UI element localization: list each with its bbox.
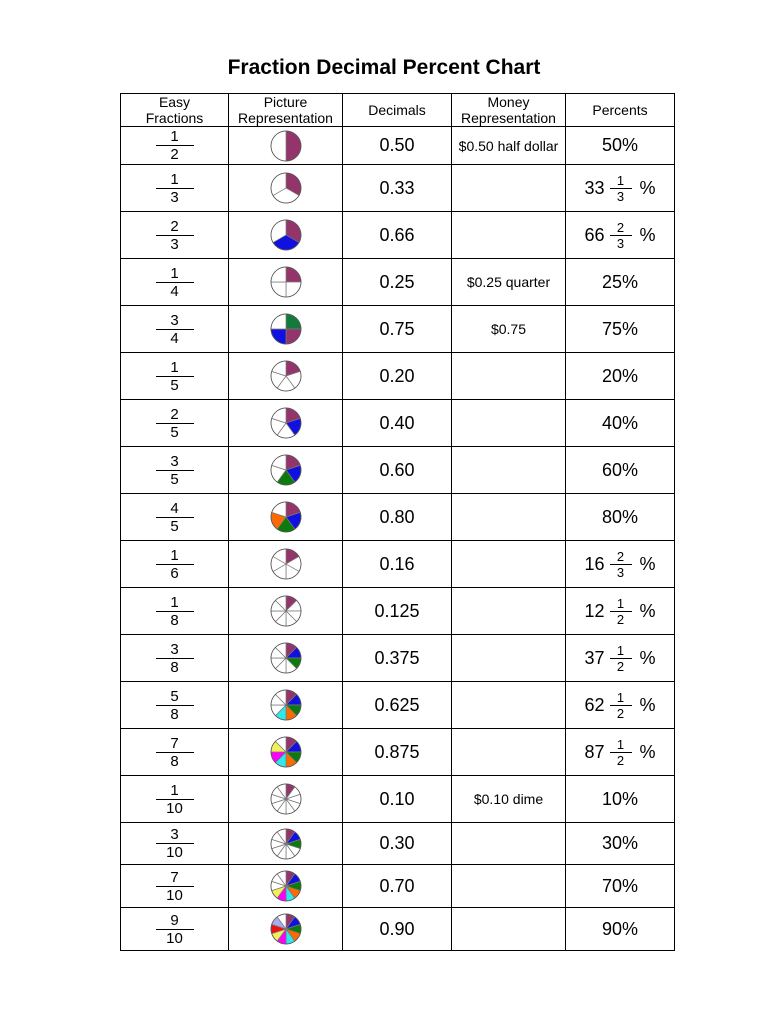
pie-icon (270, 130, 302, 162)
percent-fraction-numerator: 1 (610, 691, 632, 706)
percent-whole: 16 (584, 553, 605, 574)
fraction-cell (121, 353, 229, 400)
picture-cell (229, 541, 343, 588)
pie-icon (270, 828, 302, 860)
fraction-cell (121, 865, 229, 908)
fraction-cell (121, 776, 229, 823)
decimal-cell: 0.75 (343, 306, 452, 353)
percent-value: 60% (601, 459, 639, 480)
table-row (121, 823, 675, 865)
percent-cell (566, 541, 675, 588)
easy-fraction (156, 595, 194, 628)
picture-cell (229, 306, 343, 353)
percent-fraction (610, 597, 632, 626)
table-row (121, 682, 675, 729)
decimal-cell: 0.30 (343, 823, 452, 865)
fraction-cell (121, 729, 229, 776)
table-row (121, 165, 675, 212)
percent-value: 70% (601, 875, 639, 896)
fraction-cell (121, 588, 229, 635)
picture-cell (229, 127, 343, 165)
table-row (121, 494, 675, 541)
table-row (121, 400, 675, 447)
fraction-cell (121, 306, 229, 353)
fraction-denominator: 5 (170, 423, 179, 441)
fraction-denominator: 8 (170, 611, 179, 629)
table-row (121, 908, 675, 951)
percent-sign: % (639, 741, 656, 762)
pie-icon (270, 501, 302, 533)
table-row (121, 588, 675, 635)
money-cell (452, 682, 566, 729)
fraction-denominator: 8 (170, 752, 179, 770)
fraction-cell (121, 823, 229, 865)
header-fractions-line1: Easy (158, 94, 191, 110)
picture-cell (229, 494, 343, 541)
decimal-cell: 0.25 (343, 259, 452, 306)
percent-value: 40% (601, 412, 639, 433)
easy-fraction (156, 360, 194, 393)
picture-cell (229, 865, 343, 908)
pie-icon (270, 548, 302, 580)
table-row (121, 541, 675, 588)
fraction-numerator: 1 (156, 266, 194, 283)
decimal-cell: 0.125 (343, 588, 452, 635)
percent-cell (566, 776, 675, 823)
fraction-numerator: 3 (156, 642, 194, 659)
percent-fraction-denominator: 2 (616, 658, 625, 674)
percent-fraction-denominator: 2 (616, 611, 625, 627)
decimal-cell: 0.50 (343, 127, 452, 165)
pie-icon (270, 870, 302, 902)
fraction-numerator: 7 (156, 870, 194, 887)
decimal-cell: 0.90 (343, 908, 452, 951)
percent-fraction (610, 550, 632, 579)
money-cell (452, 541, 566, 588)
decimal-cell: 0.20 (343, 353, 452, 400)
percent-cell (566, 908, 675, 951)
percent-sign: % (639, 177, 656, 198)
money-cell: $0.75 (452, 306, 566, 353)
money-cell (452, 908, 566, 951)
page-title: Fraction Decimal Percent Chart (227, 56, 541, 79)
easy-fraction (156, 736, 194, 769)
fraction-numerator: 1 (156, 360, 194, 377)
easy-fraction (156, 219, 194, 252)
percent-cell (566, 682, 675, 729)
fraction-denominator: 8 (170, 658, 179, 676)
fraction-numerator: 3 (156, 454, 194, 471)
fraction-denominator: 5 (170, 376, 179, 394)
picture-cell (229, 635, 343, 682)
easy-fraction (156, 129, 194, 162)
easy-fraction (156, 870, 194, 903)
table-row (121, 259, 675, 306)
money-cell (452, 447, 566, 494)
picture-cell (229, 682, 343, 729)
percent-value: 80% (601, 506, 639, 527)
percent-cell (566, 823, 675, 865)
percent-cell (566, 165, 675, 212)
header-money-line2: Representation (461, 110, 556, 126)
money-cell: $0.50 half dollar (452, 127, 566, 165)
picture-cell (229, 212, 343, 259)
percent-value: 90% (601, 918, 639, 939)
pie-slice (286, 131, 301, 161)
percent-cell (566, 259, 675, 306)
percent-value: 20% (601, 365, 639, 386)
percent-cell (566, 212, 675, 259)
money-cell (452, 865, 566, 908)
fraction-cell (121, 682, 229, 729)
percent-sign: % (639, 224, 656, 245)
header-fractions-line2: Fractions (145, 110, 204, 126)
easy-fraction (156, 313, 194, 346)
table-row (121, 212, 675, 259)
fraction-denominator: 3 (170, 188, 179, 206)
percent-cell (566, 353, 675, 400)
percent-fraction-numerator: 2 (610, 550, 632, 565)
percent-fraction (610, 644, 632, 673)
picture-cell (229, 353, 343, 400)
percent-cell (566, 127, 675, 165)
pie-icon (270, 689, 302, 721)
fraction-numerator: 1 (156, 595, 194, 612)
fraction-numerator: 1 (156, 548, 194, 565)
fraction-numerator: 1 (156, 783, 194, 800)
pie-icon (270, 913, 302, 945)
money-cell: $0.10 dime (452, 776, 566, 823)
fraction-denominator: 5 (170, 517, 179, 535)
pie-icon (270, 783, 302, 815)
percent-value: 75% (601, 318, 639, 339)
header-row (121, 94, 675, 127)
fraction-cell (121, 165, 229, 212)
table-row (121, 865, 675, 908)
pie-icon (270, 642, 302, 674)
easy-fraction (156, 407, 194, 440)
easy-fraction (156, 689, 194, 722)
percent-whole: 12 (584, 600, 605, 621)
money-cell (452, 729, 566, 776)
fraction-denominator: 10 (166, 886, 183, 904)
fraction-denominator: 8 (170, 705, 179, 723)
fraction-cell (121, 447, 229, 494)
picture-cell (229, 588, 343, 635)
table-row (121, 127, 675, 165)
percent-fraction-numerator: 1 (610, 174, 632, 189)
percent-fraction-denominator: 3 (616, 564, 625, 580)
fraction-numerator: 3 (156, 827, 194, 844)
percent-cell (566, 494, 675, 541)
picture-cell (229, 908, 343, 951)
percent-cell (566, 635, 675, 682)
fraction-denominator: 6 (170, 564, 179, 582)
fraction-denominator: 4 (170, 282, 179, 300)
picture-cell (229, 729, 343, 776)
easy-fraction (156, 642, 194, 675)
fraction-chart-table (120, 93, 675, 951)
percent-fraction-denominator: 3 (616, 188, 625, 204)
pie-icon (270, 266, 302, 298)
percent-value: 25% (601, 271, 639, 292)
fraction-denominator: 4 (170, 329, 179, 347)
picture-cell (229, 165, 343, 212)
percent-fraction-numerator: 1 (610, 738, 632, 753)
pie-icon (270, 736, 302, 768)
percent-fraction (610, 174, 632, 203)
header-picture-line1: Picture (263, 94, 308, 110)
decimal-cell: 0.33 (343, 165, 452, 212)
picture-cell (229, 400, 343, 447)
percent-value: 30% (601, 833, 639, 853)
table-row (121, 635, 675, 682)
easy-fraction (156, 501, 194, 534)
pie-icon (270, 595, 302, 627)
fraction-numerator: 5 (156, 689, 194, 706)
fraction-denominator: 5 (170, 470, 179, 488)
easy-fraction (156, 454, 194, 487)
percent-cell (566, 865, 675, 908)
percent-whole: 62 (584, 694, 605, 715)
percent-fraction (610, 691, 632, 720)
chart-body (121, 127, 675, 951)
fraction-cell (121, 494, 229, 541)
fraction-numerator: 9 (156, 913, 194, 930)
fraction-denominator: 10 (166, 844, 183, 861)
percent-value: 10% (601, 788, 639, 809)
decimal-cell: 0.625 (343, 682, 452, 729)
easy-fraction (156, 913, 194, 946)
picture-cell (229, 259, 343, 306)
decimal-cell: 0.10 (343, 776, 452, 823)
decimal-cell: 0.60 (343, 447, 452, 494)
decimal-cell: 0.70 (343, 865, 452, 908)
percent-fraction-denominator: 2 (616, 705, 625, 721)
money-cell (452, 400, 566, 447)
percent-cell (566, 306, 675, 353)
easy-fraction (156, 266, 194, 299)
percent-sign: % (639, 553, 656, 574)
easy-fraction (156, 783, 194, 816)
pie-icon (270, 313, 302, 345)
money-cell (452, 494, 566, 541)
money-cell: $0.25 quarter (452, 259, 566, 306)
fraction-denominator: 10 (166, 799, 183, 817)
table-row (121, 353, 675, 400)
percent-fraction (610, 221, 632, 250)
table-row (121, 729, 675, 776)
easy-fraction (156, 172, 194, 205)
percent-sign: % (639, 600, 656, 621)
percent-fraction-numerator: 1 (610, 644, 632, 659)
header-picture-line2: Representation (238, 110, 333, 126)
pie-icon (270, 360, 302, 392)
pie-icon (270, 172, 302, 204)
percent-fraction-numerator: 2 (610, 221, 632, 236)
decimal-cell: 0.375 (343, 635, 452, 682)
fraction-numerator: 2 (156, 219, 194, 236)
fraction-cell (121, 400, 229, 447)
fraction-numerator: 1 (156, 172, 194, 189)
percent-value: 50% (601, 135, 639, 155)
money-cell (452, 588, 566, 635)
money-cell (452, 823, 566, 865)
fraction-numerator: 4 (156, 501, 194, 518)
percent-whole: 87 (584, 741, 605, 762)
fraction-cell (121, 635, 229, 682)
percent-sign: % (639, 694, 656, 715)
picture-cell (229, 447, 343, 494)
table-row (121, 306, 675, 353)
header-money-line1: Money (487, 94, 530, 110)
fraction-cell (121, 908, 229, 951)
header-picture (229, 94, 343, 127)
fraction-numerator: 2 (156, 407, 194, 424)
percent-fraction (610, 738, 632, 767)
decimal-cell: 0.66 (343, 212, 452, 259)
percent-cell (566, 729, 675, 776)
percent-whole: 37 (584, 647, 605, 668)
pie-icon (270, 219, 302, 251)
percent-cell (566, 400, 675, 447)
percent-whole: 33 (584, 177, 605, 198)
decimal-cell: 0.16 (343, 541, 452, 588)
pie-slice (271, 131, 286, 161)
header-decimals: Decimals (343, 94, 452, 127)
picture-cell (229, 823, 343, 865)
money-cell (452, 165, 566, 212)
table-row (121, 776, 675, 823)
decimal-cell: 0.80 (343, 494, 452, 541)
fraction-numerator: 1 (156, 129, 194, 146)
fraction-numerator: 3 (156, 313, 194, 330)
decimal-cell: 0.875 (343, 729, 452, 776)
decimal-cell: 0.40 (343, 400, 452, 447)
percent-sign: % (639, 647, 656, 668)
money-cell (452, 635, 566, 682)
fraction-cell (121, 212, 229, 259)
fraction-denominator: 3 (170, 235, 179, 253)
pie-icon (270, 407, 302, 439)
header-money (452, 94, 566, 127)
percent-fraction-denominator: 2 (616, 752, 625, 768)
fraction-denominator: 10 (166, 929, 183, 947)
percent-cell (566, 447, 675, 494)
picture-cell (229, 776, 343, 823)
fraction-denominator: 2 (170, 146, 179, 163)
percent-fraction-numerator: 1 (610, 597, 632, 612)
money-cell (452, 353, 566, 400)
percent-whole: 66 (584, 224, 605, 245)
table-row (121, 447, 675, 494)
easy-fraction (156, 548, 194, 581)
percent-cell (566, 588, 675, 635)
money-cell (452, 212, 566, 259)
fraction-cell (121, 541, 229, 588)
percent-fraction-denominator: 3 (616, 235, 625, 251)
pie-icon (270, 454, 302, 486)
header-fractions (121, 94, 229, 127)
fraction-cell (121, 127, 229, 165)
header-percents: Percents (566, 94, 675, 127)
easy-fraction (156, 827, 194, 860)
fraction-cell (121, 259, 229, 306)
fraction-numerator: 7 (156, 736, 194, 753)
